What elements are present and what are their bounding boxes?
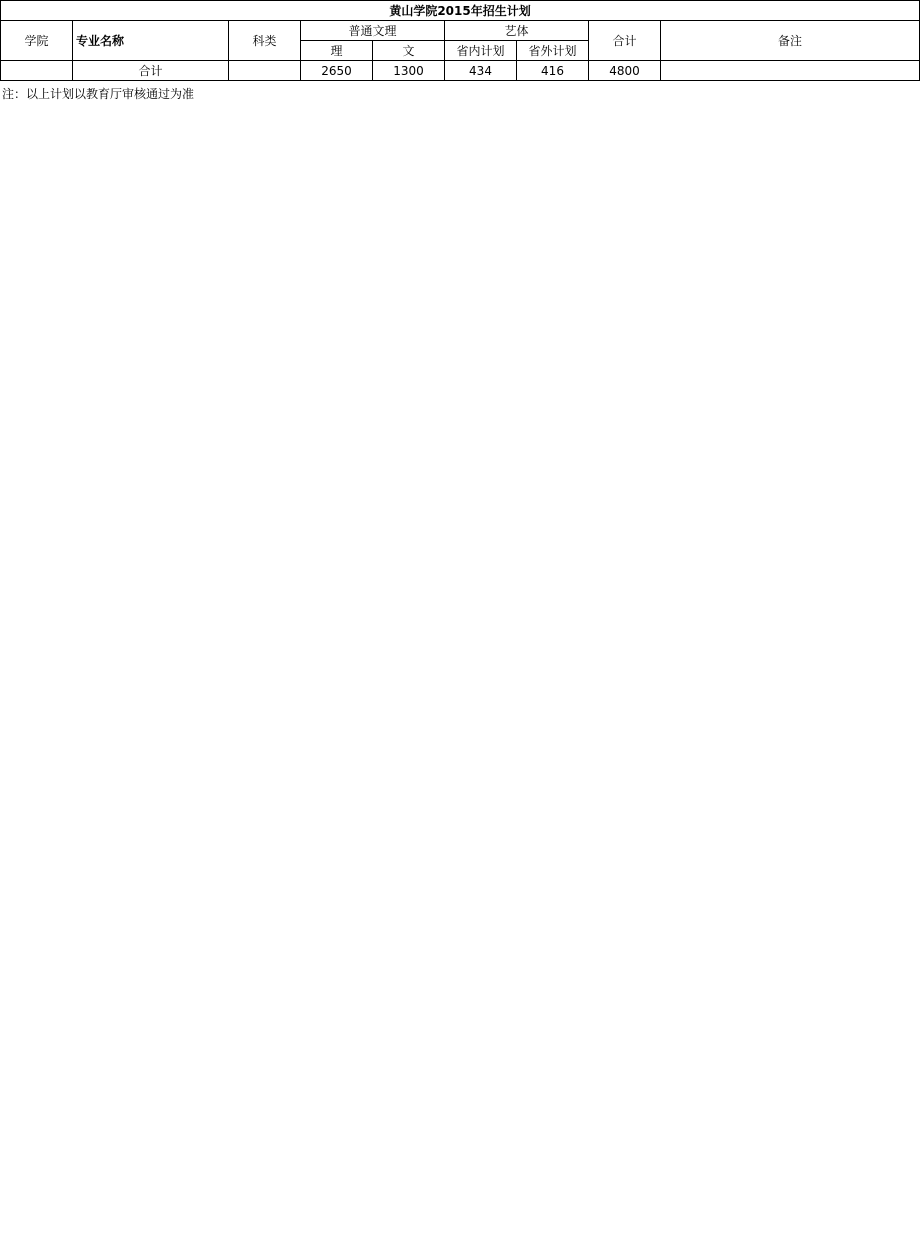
header-li: 理 bbox=[301, 41, 373, 61]
totals-empty bbox=[1, 61, 73, 81]
header-in-province: 省内计划 bbox=[445, 41, 517, 61]
header-total: 合计 bbox=[589, 21, 661, 61]
header-subject: 科类 bbox=[229, 21, 301, 61]
total-sum: 4800 bbox=[589, 61, 661, 81]
total-out-province: 416 bbox=[517, 61, 589, 81]
header-major: 专业名称 bbox=[73, 21, 229, 61]
totals-empty bbox=[229, 61, 301, 81]
table-title: 黄山学院2015年招生计划 bbox=[1, 1, 920, 21]
table-body bbox=[1, 61, 920, 81]
enrollment-plan-table bbox=[0, 0, 920, 81]
totals-label: 合计 bbox=[73, 61, 229, 81]
footnote: 注：以上计划以教育厅审核通过为准 bbox=[2, 87, 195, 101]
total-wen: 1300 bbox=[373, 61, 445, 81]
header-college: 学院 bbox=[1, 21, 73, 61]
total-li: 2650 bbox=[301, 61, 373, 81]
header-out-province: 省外计划 bbox=[517, 41, 589, 61]
totals-empty bbox=[661, 61, 920, 81]
header-remarks: 备注 bbox=[661, 21, 920, 61]
header-wen: 文 bbox=[373, 41, 445, 61]
header-art: 艺体 bbox=[445, 21, 589, 41]
totals-row bbox=[1, 61, 920, 81]
header-general: 普通文理 bbox=[301, 21, 445, 41]
total-in-province: 434 bbox=[445, 61, 517, 81]
